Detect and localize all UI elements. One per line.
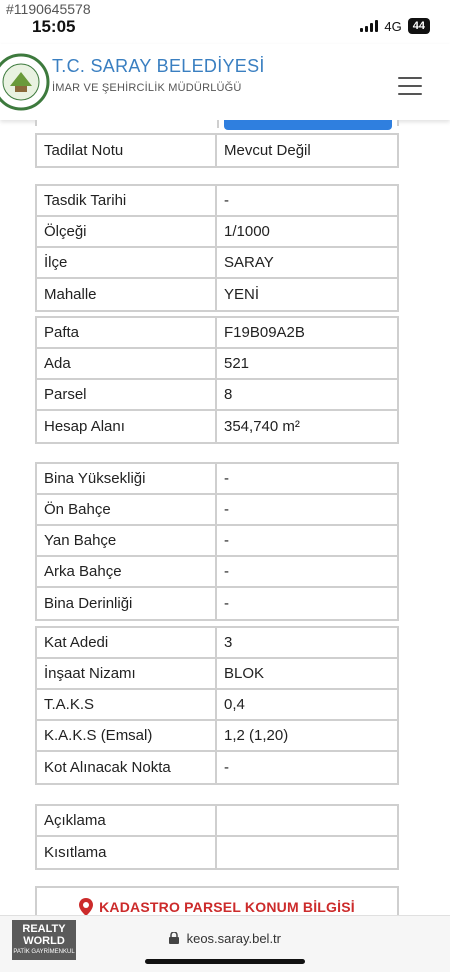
- row-value: -: [224, 501, 229, 518]
- table-row: [37, 628, 397, 659]
- table-row: [37, 318, 397, 349]
- table-row: [37, 411, 397, 442]
- table-row: [37, 135, 397, 166]
- table-row: [37, 837, 397, 868]
- status-bar: [0, 0, 450, 44]
- table-group-tadilat: [35, 133, 399, 168]
- row-label: T.A.K.S: [37, 690, 217, 719]
- row-label: Arka Bahçe: [37, 557, 217, 586]
- status-icons: [360, 18, 430, 34]
- parcel-info-content: [0, 120, 450, 915]
- table-row: [37, 557, 397, 588]
- row-value: F19B09A2B: [224, 324, 305, 341]
- row-label: Bina Yüksekliği: [37, 464, 217, 493]
- table-row: [37, 186, 397, 217]
- row-value: -: [224, 532, 229, 549]
- row-label: Açıklama: [37, 806, 217, 835]
- table-row: [37, 721, 397, 752]
- row-value: -: [224, 563, 229, 580]
- header-title: T.C. SARAY BELEDİYESİ: [52, 56, 265, 76]
- battery-icon: 44: [408, 18, 430, 34]
- row-label: Bina Derinliği: [37, 588, 217, 619]
- location-pin-icon: [79, 898, 93, 915]
- row-value: SARAY: [224, 254, 274, 271]
- row-label: Tadilat Notu: [37, 135, 217, 166]
- browser-url-bar[interactable]: [0, 915, 450, 972]
- network-label: 4G: [384, 18, 402, 34]
- row-label: Tasdik Tarihi: [37, 186, 217, 215]
- row-label: Parsel: [37, 380, 217, 409]
- table-row: [37, 495, 397, 526]
- row-label: Pafta: [37, 318, 217, 347]
- row-value: 8: [224, 386, 233, 403]
- row-value: [217, 806, 397, 835]
- url-text: keos.saray.bel.tr: [186, 931, 282, 946]
- table-group-notes: [35, 804, 399, 870]
- table-row: [37, 217, 397, 248]
- table-row: [37, 752, 397, 783]
- header-subtitle: İMAR VE ŞEHİRCİLİK MÜDÜRLÜĞÜ: [52, 82, 242, 94]
- signal-icon: [360, 20, 378, 32]
- table-row: [37, 526, 397, 557]
- status-time: 15:05: [32, 17, 76, 36]
- row-value: 1/1000: [224, 223, 270, 240]
- table-row: [37, 659, 397, 690]
- table-row: [37, 588, 397, 619]
- partial-action-button[interactable]: [224, 120, 392, 130]
- row-value: -: [224, 192, 229, 209]
- row-value: -: [224, 595, 229, 612]
- row-label: Yan Bahçe: [37, 526, 217, 555]
- listing-id: #1190645578: [6, 1, 91, 17]
- realty-world-logo: REALTY WORLD PATİK GAYRİMENKUL: [12, 920, 76, 960]
- lock-icon: [169, 932, 179, 944]
- row-value: -: [224, 759, 229, 776]
- table-group-zoning: [35, 626, 399, 785]
- table-row: [37, 464, 397, 495]
- table-group-parcel: [35, 316, 399, 444]
- row-label: Kot Alınacak Nokta: [37, 752, 217, 783]
- row-value: -: [224, 470, 229, 487]
- row-label: İnşaat Nizamı: [37, 659, 217, 688]
- row-label: K.A.K.S (Emsal): [37, 721, 217, 750]
- home-indicator[interactable]: [145, 959, 305, 964]
- row-label: Hesap Alanı: [37, 411, 217, 442]
- municipality-logo: [0, 52, 50, 112]
- table-group-building: [35, 462, 399, 621]
- url-display[interactable]: [0, 931, 450, 946]
- row-value: 521: [224, 355, 250, 372]
- kadastro-section-header[interactable]: [35, 886, 399, 915]
- row-value: 0,4: [224, 696, 245, 713]
- row-value: 3: [224, 634, 233, 651]
- row-value: YENİ: [224, 286, 260, 303]
- row-value: Mevcut Değil: [224, 142, 311, 159]
- table-row: [37, 690, 397, 721]
- menu-icon[interactable]: [398, 77, 422, 95]
- row-value: BLOK: [224, 665, 265, 682]
- row-label: Mahalle: [37, 279, 217, 310]
- table-row: [37, 380, 397, 411]
- table-group-location: [35, 184, 399, 312]
- row-label: Kısıtlama: [37, 837, 217, 868]
- row-value: [217, 837, 397, 868]
- row-label: İlçe: [37, 248, 217, 277]
- table-row: [37, 806, 397, 837]
- table-row: [37, 248, 397, 279]
- kadastro-label: KADASTRO PARSEL KONUM BİLGİSİ: [99, 899, 355, 915]
- row-value: 354,740 m²: [224, 418, 300, 435]
- table-row: [37, 349, 397, 380]
- row-label: Ön Bahçe: [37, 495, 217, 524]
- row-value: 1,2 (1,20): [224, 727, 289, 744]
- table-row: [37, 279, 397, 310]
- site-header: [0, 44, 450, 120]
- row-label: Ada: [37, 349, 217, 378]
- row-label: Ölçeği: [37, 217, 217, 246]
- row-label: Kat Adedi: [37, 628, 217, 657]
